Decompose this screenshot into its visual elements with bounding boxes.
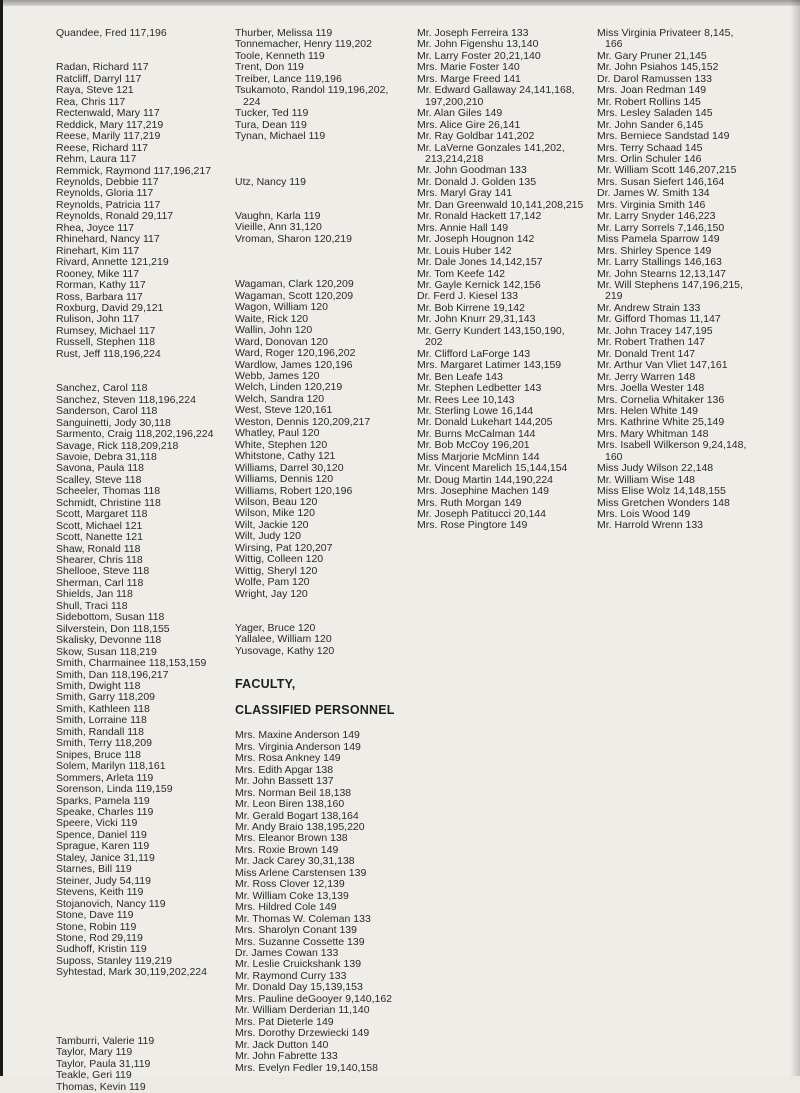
index-entry: Mrs. Berniece Sandstad 149 xyxy=(597,130,730,143)
index-entry: Mr. Jack Carey 30,31,138 xyxy=(235,855,355,868)
index-block xyxy=(56,62,213,360)
index-entry: Mr. Dale Jones 14,142,157 xyxy=(417,256,543,269)
index-entry: Mr. Leslie Cruickshank 139 xyxy=(235,958,362,971)
index-entry: Savoie, Debra 31,118 xyxy=(56,450,157,463)
index-entry: Smith, Garry 118,209 xyxy=(56,691,156,704)
index-entry: Mrs. Susan Siefert 146,164 xyxy=(597,175,725,188)
index-entry: Reynolds, Patricia 117 xyxy=(56,198,161,211)
index-entry: Webb, James 120 xyxy=(235,369,320,382)
index-entry: Rumsey, Michael 117 xyxy=(56,324,156,337)
index-entry: Mr. LaVerne Gonzales 141,202, xyxy=(417,141,565,154)
index-block xyxy=(235,279,395,600)
index-entry: Thomas, Kevin 119 xyxy=(56,1080,146,1093)
index-entry: Mrs. Maxine Anderson 149 xyxy=(235,729,360,742)
index-entry: Reynolds, Ronald 29,117 xyxy=(56,210,174,223)
index-entry: Thurber, Melissa 119 xyxy=(235,27,333,39)
index-entry: Mr. Leon Biren 138,160 xyxy=(235,798,345,811)
index-entry: Mrs. Maryl Gray 141 xyxy=(417,187,513,200)
index-entry: Reddick, Mary 117,219 xyxy=(56,118,164,131)
index-entry: Utz, Nancy 119 xyxy=(235,175,307,188)
index-entry: 213,214,218 xyxy=(425,152,484,165)
index-entry: Mrs. Terry Schaad 145 xyxy=(597,141,703,154)
index-block xyxy=(417,28,583,532)
index-entry: Wagon, William 120 xyxy=(235,301,328,314)
index-entry: Mrs. Eleanor Brown 138 xyxy=(235,832,348,845)
index-block xyxy=(235,177,395,188)
index-entry: Mr. Ben Leafe 143 xyxy=(417,370,503,383)
index-entry: Mr. Rees Lee 10,143 xyxy=(417,393,515,406)
index-entry: Waite, Rick 120 xyxy=(235,312,309,325)
index-entry: Mr. Doug Martin 144,190,224 xyxy=(417,473,553,486)
index-entry: Mr. Arthur Van Vliet 147,161 xyxy=(597,359,728,372)
index-entry: Snipes, Bruce 118 xyxy=(56,748,142,761)
index-entry: Williams, Darrel 30,120 xyxy=(235,461,344,474)
index-column-2 xyxy=(235,28,395,1074)
index-entry: Tonnemacher, Henry 119,202 xyxy=(235,38,372,51)
index-entry: Shields, Jan 118 xyxy=(56,588,133,601)
index-entry: Mrs. Rose Pingtore 149 xyxy=(417,519,528,532)
index-entry: Mrs. Hildred Cole 149 xyxy=(235,901,337,914)
index-entry: Mr. Alan Giles 149 xyxy=(417,107,503,120)
index-entry: Mr. Will Stephens 147,196,215, xyxy=(597,278,743,291)
index-entry: Mr. Larry Stallings 146,163 xyxy=(597,256,722,269)
index-entry: Wagaman, Scott 120,209 xyxy=(235,289,354,302)
index-entry: Mr. Thomas W. Coleman 133 xyxy=(235,912,371,925)
index-entry: Mrs. Joella Wester 148 xyxy=(597,382,705,395)
index-entry: Sanguinetti, Jody 30,118 xyxy=(56,416,171,429)
index-entry: Stevens, Keith 119 xyxy=(56,886,144,899)
index-entry: Silverstein, Don 118,155 xyxy=(56,622,170,635)
index-entry: Mr. Louis Huber 142 xyxy=(417,244,512,257)
index-entry: Mr. Donald Trent 147 xyxy=(597,347,696,360)
index-entry: Radan, Richard 117 xyxy=(56,61,149,74)
index-entry: Wilson, Mike 120 xyxy=(235,507,315,520)
index-block xyxy=(597,28,746,532)
index-entry: Sanchez, Steven 118,196,224 xyxy=(56,393,196,406)
index-entry: Mr. John Stearns 12,13,147 xyxy=(597,267,726,280)
index-entry: Teakle, Geri 119 xyxy=(56,1069,132,1082)
index-entry: Speere, Vicki 119 xyxy=(56,817,138,830)
index-entry: White, Stephen 120 xyxy=(235,438,328,451)
index-entry: Mrs. Kathrine White 25,149 xyxy=(597,416,725,429)
section-heading-faculty: FACULTY, xyxy=(235,677,296,692)
index-entry: Mrs. Orlin Schuler 146 xyxy=(597,152,702,165)
index-entry: Reynolds, Gloria 117 xyxy=(56,187,154,200)
index-entry: Tynan, Michael 119 xyxy=(235,130,326,143)
index-entry: 166 xyxy=(605,38,623,51)
index-entry: Mr. Burns McCalman 144 xyxy=(417,427,536,440)
index-entry: Mr. Andrew Strain 133 xyxy=(597,301,701,314)
index-block xyxy=(235,730,395,1074)
index-entry: Shull, Traci 118 xyxy=(56,599,128,612)
index-entry: Mrs. Lesley Saladen 145 xyxy=(597,107,713,120)
index-entry: Williams, Dennis 120 xyxy=(235,473,334,486)
index-entry: Rooney, Mike 117 xyxy=(56,267,140,280)
index-entry: Yusovage, Kathy 120 xyxy=(235,644,335,657)
index-entry: West, Steve 120,161 xyxy=(235,404,333,417)
index-entry: Smith, Lorraine 118 xyxy=(56,714,147,727)
index-entry: Savage, Rick 118,209,218 xyxy=(56,439,179,452)
index-entry: Miss Arlene Carstensen 139 xyxy=(235,866,367,879)
index-entry: Smith, Randall 118 xyxy=(56,725,144,738)
index-entry: Taylor, Mary 119 xyxy=(56,1046,133,1059)
index-entry: Wright, Jay 120 xyxy=(235,587,308,600)
index-entry: Mr. Jerry Warren 148 xyxy=(597,370,696,383)
index-entry: Schmidt, Christine 118 xyxy=(56,496,161,509)
index-entry: Speake, Charles 119 xyxy=(56,806,154,818)
index-entry: Mr. Stephen Ledbetter 143 xyxy=(417,382,542,395)
index-entry: Solem, Marilyn 118,161 xyxy=(56,760,166,773)
index-entry: Smith, Dan 118,196,217 xyxy=(56,668,169,681)
index-entry: Mr. Vincent Marelich 15,144,154 xyxy=(417,462,568,475)
index-entry: Mr. Ronald Hackett 17,142 xyxy=(417,210,542,223)
index-entry: Miss Judy Wilson 22,148 xyxy=(597,462,714,475)
index-entry: Dr. James Cowan 133 xyxy=(235,947,339,959)
index-entry: Stojanovich, Nancy 119 xyxy=(56,897,166,910)
index-entry: Mr. John Figenshu 13,140 xyxy=(417,38,539,51)
index-entry: Toole, Kenneth 119 xyxy=(235,49,325,62)
index-entry: 224 xyxy=(243,95,261,108)
index-entry: Mrs. Virginia Anderson 149 xyxy=(235,740,361,753)
index-entry: Reese, Marily 117,219 xyxy=(56,130,161,143)
index-entry: Vroman, Sharon 120,219 xyxy=(235,232,352,245)
index-entry: Scalley, Steve 118 xyxy=(56,473,142,486)
index-entry: Yager, Bruce 120 xyxy=(235,622,316,635)
index-entry: Scheeler, Thomas 118 xyxy=(56,485,161,498)
index-entry: Mr. Donald Day 15,139,153 xyxy=(235,981,363,994)
index-entry: Mrs. Joan Redman 149 xyxy=(597,84,707,97)
index-entry: Mrs. Edith Apgar 138 xyxy=(235,763,334,776)
index-entry: Wallin, John 120 xyxy=(235,324,313,337)
index-entry: Mrs. Isabell Wilkerson 9,24,148, xyxy=(597,439,747,452)
index-entry: Scott, Nanette 121 xyxy=(56,531,143,544)
index-entry: Sarmento, Craig 118,202,196,224 xyxy=(56,428,214,441)
index-entry: Shellooe, Steve 118 xyxy=(56,565,150,578)
index-entry: Mrs. Margaret Latimer 143,159 xyxy=(417,359,562,372)
index-entry: Smith, Kathleen 118 xyxy=(56,702,150,715)
index-entry: Sudhoff, Kristin 119 xyxy=(56,943,147,956)
index-entry: Mrs. Lois Wood 149 xyxy=(597,508,691,521)
index-entry: Mrs. Evelyn Fedler 19,140,158 xyxy=(235,1061,378,1074)
index-entry: Quandee, Fred 117,196 xyxy=(56,27,167,39)
index-entry: Sorenson, Linda 119,159 xyxy=(56,783,173,796)
index-entry: Mr. Gerald Bogart 138,164 xyxy=(235,809,359,822)
index-entry: Rhea, Joyce 117 xyxy=(56,221,135,234)
index-entry: Mrs. Sharolyn Conant 139 xyxy=(235,924,357,937)
index-entry: Mr. Joseph Hougnon 142 xyxy=(417,233,535,246)
index-entry: Miss Virginia Privateer 8,145, xyxy=(597,27,734,39)
index-entry: Spence, Daniel 119 xyxy=(56,828,147,841)
index-entry: Weston, Dennis 120,209,217 xyxy=(235,415,371,428)
index-entry: Scott, Michael 121 xyxy=(56,519,143,532)
index-entry: Miss Gretchen Wonders 148 xyxy=(597,496,730,509)
index-entry: Raya, Steve 121 xyxy=(56,84,134,97)
index-entry: Mr. John Goodman 133 xyxy=(417,164,527,177)
index-entry: Smith, Terry 118,209 xyxy=(56,737,152,750)
index-entry: Shearer, Chris 118 xyxy=(56,554,143,567)
index-entry: Mr. Edward Gallaway 24,141,168, xyxy=(417,84,575,97)
index-entry: Reynolds, Debbie 117 xyxy=(56,175,159,188)
index-entry: Taylor, Paula 31,119 xyxy=(56,1057,151,1070)
index-entry: 202 xyxy=(425,336,443,349)
index-entry: Williams, Robert 120,196 xyxy=(235,484,353,497)
index-entry: Mrs. Pat Dieterle 149 xyxy=(235,1015,334,1028)
index-entry: Mr. Dan Greenwald 10,141,208,215 xyxy=(417,198,584,211)
index-entry: Sidebottom, Susan 118 xyxy=(56,611,165,624)
index-entry: Mr. Gifford Thomas 11,147 xyxy=(597,313,721,326)
index-block xyxy=(56,383,213,979)
index-entry: Rehm, Laura 117 xyxy=(56,153,137,166)
index-entry: Mrs. Marie Foster 140 xyxy=(417,61,520,74)
index-entry: Starnes, Bill 119 xyxy=(56,863,132,876)
index-entry: Wagaman, Clark 120,209 xyxy=(235,278,354,291)
section-heading-classified: CLASSIFIED PERSONNEL xyxy=(235,703,395,718)
index-entry: Mr. William Derderian 11,140 xyxy=(235,1004,370,1017)
index-entry: Rea, Chris 117 xyxy=(56,95,126,108)
index-entry: Wittig, Sheryl 120 xyxy=(235,564,318,577)
index-entry: Mrs. Alice Gire 26,141 xyxy=(417,118,521,131)
index-entry: Rulison, John 117 xyxy=(56,313,140,326)
index-entry: Ward, Roger 120,196,202 xyxy=(235,347,356,360)
index-entry: Treiber, Lance 119,196 xyxy=(235,72,342,85)
index-entry: Mr. William Coke 13,139 xyxy=(235,889,349,902)
index-entry: Tura, Dean 119 xyxy=(235,118,307,131)
index-entry: Mr. Larry Snyder 146,223 xyxy=(597,210,716,223)
index-block xyxy=(56,1036,213,1093)
index-entry: Skow, Susan 118,219 xyxy=(56,645,157,658)
index-entry: Syhtestad, Mark 30,119,202,224 xyxy=(56,966,207,979)
index-entry: Mr. John Knurr 29,31,143 xyxy=(417,313,536,326)
index-entry: Tsukamoto, Randol 119,196,202, xyxy=(235,84,389,97)
index-entry: Mr. Raymond Curry 133 xyxy=(235,969,347,982)
index-entry: Staley, Janice 31,119 xyxy=(56,851,155,864)
index-entry: Tucker, Ted 119 xyxy=(235,107,309,120)
index-entry: Vaughn, Karla 119 xyxy=(235,209,321,222)
index-entry: Mr. Bob McCoy 196,201 xyxy=(417,439,530,452)
index-entry: Mr. Robert Trathen 147 xyxy=(597,336,705,349)
index-entry: Mrs. Marge Freed 141 xyxy=(417,72,521,85)
index-entry: Sanchez, Carol 118 xyxy=(56,382,148,395)
index-entry: Mr. Sterling Lowe 16,144 xyxy=(417,404,534,417)
index-entry: Ward, Donovan 120 xyxy=(235,335,328,348)
index-entry: Wilson, Beau 120 xyxy=(235,495,318,508)
index-entry: Mr. William Scott 146,207,215 xyxy=(597,164,737,177)
index-entry: Welch, Sandra 120 xyxy=(235,392,325,405)
index-entry: Mrs. Virginia Smith 146 xyxy=(597,198,706,211)
index-entry: Wolfe, Pam 120 xyxy=(235,576,310,589)
index-block xyxy=(235,28,395,143)
index-entry: Ross, Barbara 117 xyxy=(56,290,143,303)
index-entry: Sommers, Arleta 119 xyxy=(56,771,154,784)
index-entry: Welch, Linden 120,219 xyxy=(235,381,343,394)
index-entry: Wittig, Colleen 120 xyxy=(235,553,324,566)
index-entry: Tamburri, Valerie 119 xyxy=(56,1034,155,1047)
index-entry: Rivard, Annette 121,219 xyxy=(56,256,169,269)
index-entry: Mr. John Tracey 147,195 xyxy=(597,324,713,337)
index-entry: Steiner, Judy 54,119 xyxy=(56,874,151,887)
index-entry: Mr. Gerry Kundert 143,150,190, xyxy=(417,324,565,337)
index-entry: Sanderson, Carol 118 xyxy=(56,405,158,418)
index-entry: Stone, Rod 29,119 xyxy=(56,931,143,944)
index-entry: Ratcliff, Darryl 117 xyxy=(56,72,142,85)
index-entry: Mrs. Roxie Brown 149 xyxy=(235,843,339,856)
index-entry: Mrs. Pauline deGooyer 9,140,162 xyxy=(235,992,393,1005)
index-entry: Mr. Clifford LaForge 143 xyxy=(417,347,531,360)
index-entry: Whitstone, Cathy 121 xyxy=(235,450,336,463)
index-entry: Mr. Bob Kirrene 19,142 xyxy=(417,301,525,314)
index-entry: Trent, Don 119 xyxy=(235,61,304,74)
index-entry: Mr. Larry Foster 20,21,140 xyxy=(417,49,541,62)
index-entry: Mr. John Sander 6,145 xyxy=(597,118,704,131)
index-entry: Mrs. Mary Whitman 148 xyxy=(597,427,709,440)
index-entry: Wilt, Jackie 120 xyxy=(235,518,309,531)
index-entry: Dr. James W. Smith 134 xyxy=(597,187,710,200)
index-entry: Mr. Gary Pruner 21,145 xyxy=(597,49,707,62)
index-entry: Smith, Charmainee 118,153,159 xyxy=(56,657,207,670)
index-entry: Mr. Andy Braio 138,195,220 xyxy=(235,821,365,834)
index-entry: Dr. Darol Ramussen 133 xyxy=(597,72,712,85)
index-entry: Mrs. Cornelia Whitaker 136 xyxy=(597,393,725,406)
index-entry: Mr. John Bassett 137 xyxy=(235,775,334,788)
index-entry: Mr. John Psiahos 145,152 xyxy=(597,61,719,74)
index-entry: Scott, Margaret 118 xyxy=(56,508,148,521)
index-entry: Rinehart, Kim 117 xyxy=(56,244,140,257)
index-entry: Mrs. Norman Beil 18,138 xyxy=(235,786,352,799)
index-entry: Russell, Stephen 118 xyxy=(56,336,156,349)
index-entry: Mrs. Ruth Morgan 149 xyxy=(417,496,522,509)
index-entry: Remmick, Raymond 117,196,217 xyxy=(56,164,212,177)
index-entry: Mr. Tom Keefe 142 xyxy=(417,267,505,280)
index-entry: Smith, Dwight 118 xyxy=(56,680,141,693)
index-entry: 197,200,210 xyxy=(425,95,484,108)
index-entry: Rust, Jeff 118,196,224 xyxy=(56,347,161,360)
page-binding-shadow xyxy=(790,0,800,1076)
index-entry: Sprague, Karen 119 xyxy=(56,840,150,853)
index-entry: Skalisky, Devonne 118 xyxy=(56,634,162,647)
index-entry: Shaw, Ronald 118 xyxy=(56,542,141,555)
index-entry: Suposs, Stanley 119,219 xyxy=(56,954,172,967)
index-column-4 xyxy=(597,28,746,532)
index-entry: Mr. Joseph Patitucci 20,144 xyxy=(417,508,546,521)
index-entry: Wilt, Judy 120 xyxy=(235,530,301,543)
index-entry: Mr. Robert Rollins 145 xyxy=(597,95,701,108)
index-entry: Mrs. Josephine Machen 149 xyxy=(417,485,549,498)
index-entry: Miss Pamela Sparrow 149 xyxy=(597,233,720,246)
index-entry: Sherman, Carl 118 xyxy=(56,576,144,589)
index-entry: Miss Elise Wolz 14,148,155 xyxy=(597,485,726,498)
index-entry: Roxburg, David 29,121 xyxy=(56,301,164,314)
index-entry: Mrs. Suzanne Cossette 139 xyxy=(235,935,365,948)
index-entry: Mr. Jack Dutton 140 xyxy=(235,1038,329,1051)
index-entry: Mrs. Rosa Ankney 149 xyxy=(235,752,341,765)
index-entry: Wardlow, James 120,196 xyxy=(235,358,353,371)
index-entry: Stone, Dave 119 xyxy=(56,909,134,922)
index-entry: 219 xyxy=(605,290,623,303)
index-entry: Mrs. Shirley Spence 149 xyxy=(597,244,712,257)
index-entry: Mr. Ross Clover 12,139 xyxy=(235,878,345,891)
index-entry: Miss Marjorie McMinn 144 xyxy=(417,450,540,463)
index-entry: Mr. Joseph Ferreira 133 xyxy=(417,27,529,39)
index-entry: Mrs. Helen White 149 xyxy=(597,404,698,417)
index-block xyxy=(235,211,395,245)
index-entry: 160 xyxy=(605,450,623,463)
page-top-edge xyxy=(3,0,800,6)
index-entry: Mr. Donald Lukehart 144,205 xyxy=(417,416,553,429)
index-entry: Mrs. Dorothy Drzewiecki 149 xyxy=(235,1027,370,1040)
index-column-1 xyxy=(56,28,213,1093)
index-entry: Mr. Ray Goldbar 141,202 xyxy=(417,130,535,143)
index-entry: Stone, Robin 119 xyxy=(56,920,137,933)
index-entry: Mr. Gayle Kernick 142,156 xyxy=(417,278,541,291)
index-entry: Dr. Ferd J. Kiesel 133 xyxy=(417,290,518,303)
index-entry: Reese, Richard 117 xyxy=(56,141,149,154)
index-entry: Mr. Donald J. Golden 135 xyxy=(417,175,537,188)
index-column-3 xyxy=(417,28,583,532)
index-entry: Yallalee, William 120 xyxy=(235,633,332,646)
index-entry: Rorman, Kathy 117 xyxy=(56,279,146,292)
index-entry: Wirsing, Pat 120,207 xyxy=(235,541,333,554)
index-entry: Vieille, Ann 31,120 xyxy=(235,221,322,234)
index-entry: Whatley, Paul 120 xyxy=(235,427,320,440)
index-block xyxy=(56,28,213,39)
index-entry: Mr. Larry Sorrels 7,146,150 xyxy=(597,221,725,234)
index-entry: Savona, Paula 118 xyxy=(56,462,144,475)
index-entry: Rectenwald, Mary 117 xyxy=(56,107,160,120)
index-entry: Rhinehard, Nancy 117 xyxy=(56,233,160,246)
index-entry: Mr. William Wise 148 xyxy=(597,473,696,486)
index-block xyxy=(235,623,395,657)
index-entry: Sparks, Pamela 119 xyxy=(56,794,150,807)
index-entry: Mr. Harrold Wrenn 133 xyxy=(597,519,704,532)
index-entry: Mrs. Annie Hall 149 xyxy=(417,221,509,234)
index-entry: Mr. John Fabrette 133 xyxy=(235,1050,338,1063)
